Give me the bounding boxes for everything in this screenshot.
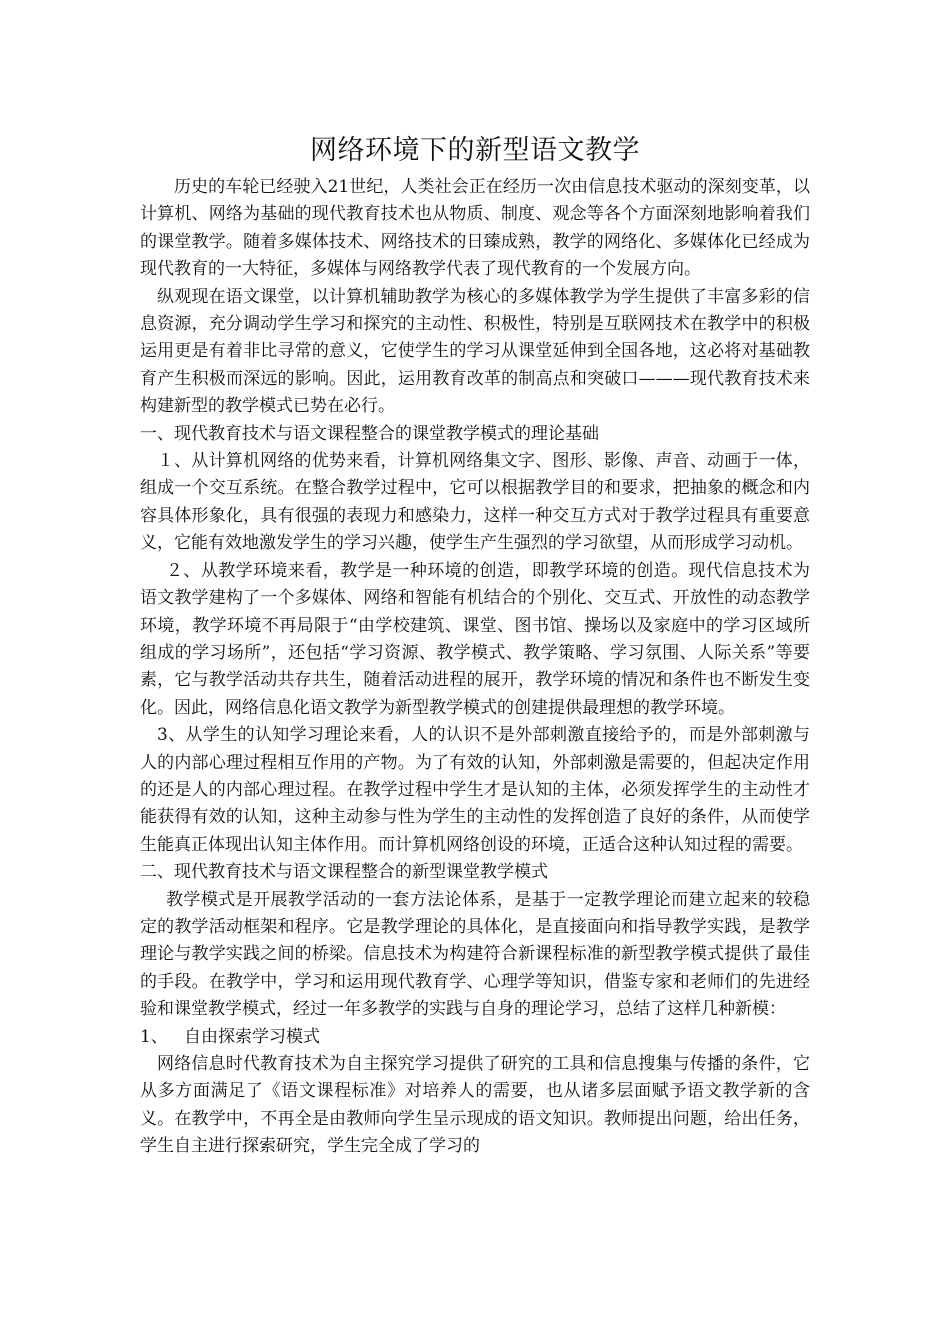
- subsection-heading-1: [140, 1024, 810, 1051]
- subsection-number: 1、: [140, 1026, 168, 1047]
- document-page: [140, 128, 810, 1161]
- section-heading-1: 一、现代教育技术与语文课程整合的课堂教学模式的理论基础: [140, 423, 599, 444]
- paragraph-overview: 纵观现在语文课堂，以计算机辅助教学为核心的多媒体教学为学生提供了丰富多彩的信息资源，充分调动学生学习和探究的主动性、积极性，特别是互联网技术在教学中的积极运用更是有着非比寻常的意义，它使学生的学习从课堂延伸到全国各地，这必将对基础教育产生积极而深远的影响。因此，运用教育改革的制高点和突破口———现代教育技术来构建新型的教学模式已势在必行。: [140, 286, 810, 417]
- paragraph-free-exploration: 网络信息时代教育技术为自主探究学习提供了研究的工具和信息搜集与传播的条件，它从多方面满足了《语文课程标准》对培养人的需要，也从诸多层面赋予语文教学新的含义。在教学中，不再全是由教师向学生呈示现成的语文知识。教师提出问题，给出任务，学生自主进行探索研究，学生完全成了学习的: [140, 1054, 810, 1157]
- paragraph-intro: 历史的车轮已经驶入21世纪，人类社会正在经历一次由信息技术驱动的深刻变革，以计算机、网络为基础的现代教育技术也从物质、制度、观念等各个方面深刻地影响着我们的课堂教学。随着多媒体技术、网络技术的日臻成熟，教学的网络化、多媒体化已经成为现代教育的一大特征，多媒体与网络教学代表了现代教育的一个发展方向。: [140, 177, 810, 280]
- document-title: 网络环境下的新型语文教学: [310, 135, 640, 166]
- paragraph-point-1: １、从计算机网络的优势来看，计算机网络集文字、图形、影像、声音、动画于一体，组成一个交互系统。在整合教学过程中，它可以根据教学目的和要求，把抽象的概念和内容具体形象化，具有很强的表现力和感染力，这样一种交互方式对于教学过程具有重要意义，它能有效地激发学生的学习兴趣，使学生产生强烈的学习欲望，从而形成学习动机。: [140, 451, 810, 554]
- section-heading-2: 二、现代教育技术与语文课程整合的新型课堂教学模式: [140, 862, 548, 883]
- subsection-title: 自由探索学习模式: [184, 1026, 320, 1047]
- paragraph-point-3: 3、从学生的认知学习理论来看，人的认识不是外部刺激直接给予的，而是外部刺激与人的内部心理过程相互作用的产物。为了有效的认知，外部刺激是需要的，但起决定作用的还是人的内部心理过程。在教学过程中学生才是认知的主体，必须发挥学生的主动性才能获得有效的认知，这种主动参与性为学生的主动性的发挥创造了良好的条件，从而使学生能真正体现出认知主体作用。而计算机网络创设的环境，正适合这种认知过程的需要。: [140, 725, 810, 855]
- paragraph-point-2: ２、从教学环境来看，教学是一种环境的创造，即教学环境的创造。现代信息技术为语文教学建构了一个多媒体、网络和智能有机结合的个别化、交互式、开放性的动态教学环境，教学环境不再局限于“由学校建筑、课堂、图书馆、操场以及家庭中的学习区域所组成的学习场所”，还包括“学习资源、教学模式、教学策略、学习氛围、人际关系”等要素，它与教学活动共存共生，随着活动进程的展开，教学环境的情况和条件也不断发生变化。因此，网络信息化语文教学为新型教学模式的创建提供最理想的教学环境。: [140, 560, 810, 718]
- paragraph-teaching-model: 教学模式是开展教学活动的一套方法论体系，是基于一定教学理论而建立起来的较稳定的教学活动框架和程序。它是教学理论的具体化，是直接面向和指导教学实践，是教学理论与教学实践之间的桥梁。信息技术为构建符合新课程标准的新型教学模式提供了最佳的手段。在教学中，学习和运用现代教育学、心理学等知识，借鉴专家和老师们的先进经验和课堂教学模式，经过一年多教学的实践与自身的理论学习，总结了这样几种新模：: [140, 889, 810, 1020]
